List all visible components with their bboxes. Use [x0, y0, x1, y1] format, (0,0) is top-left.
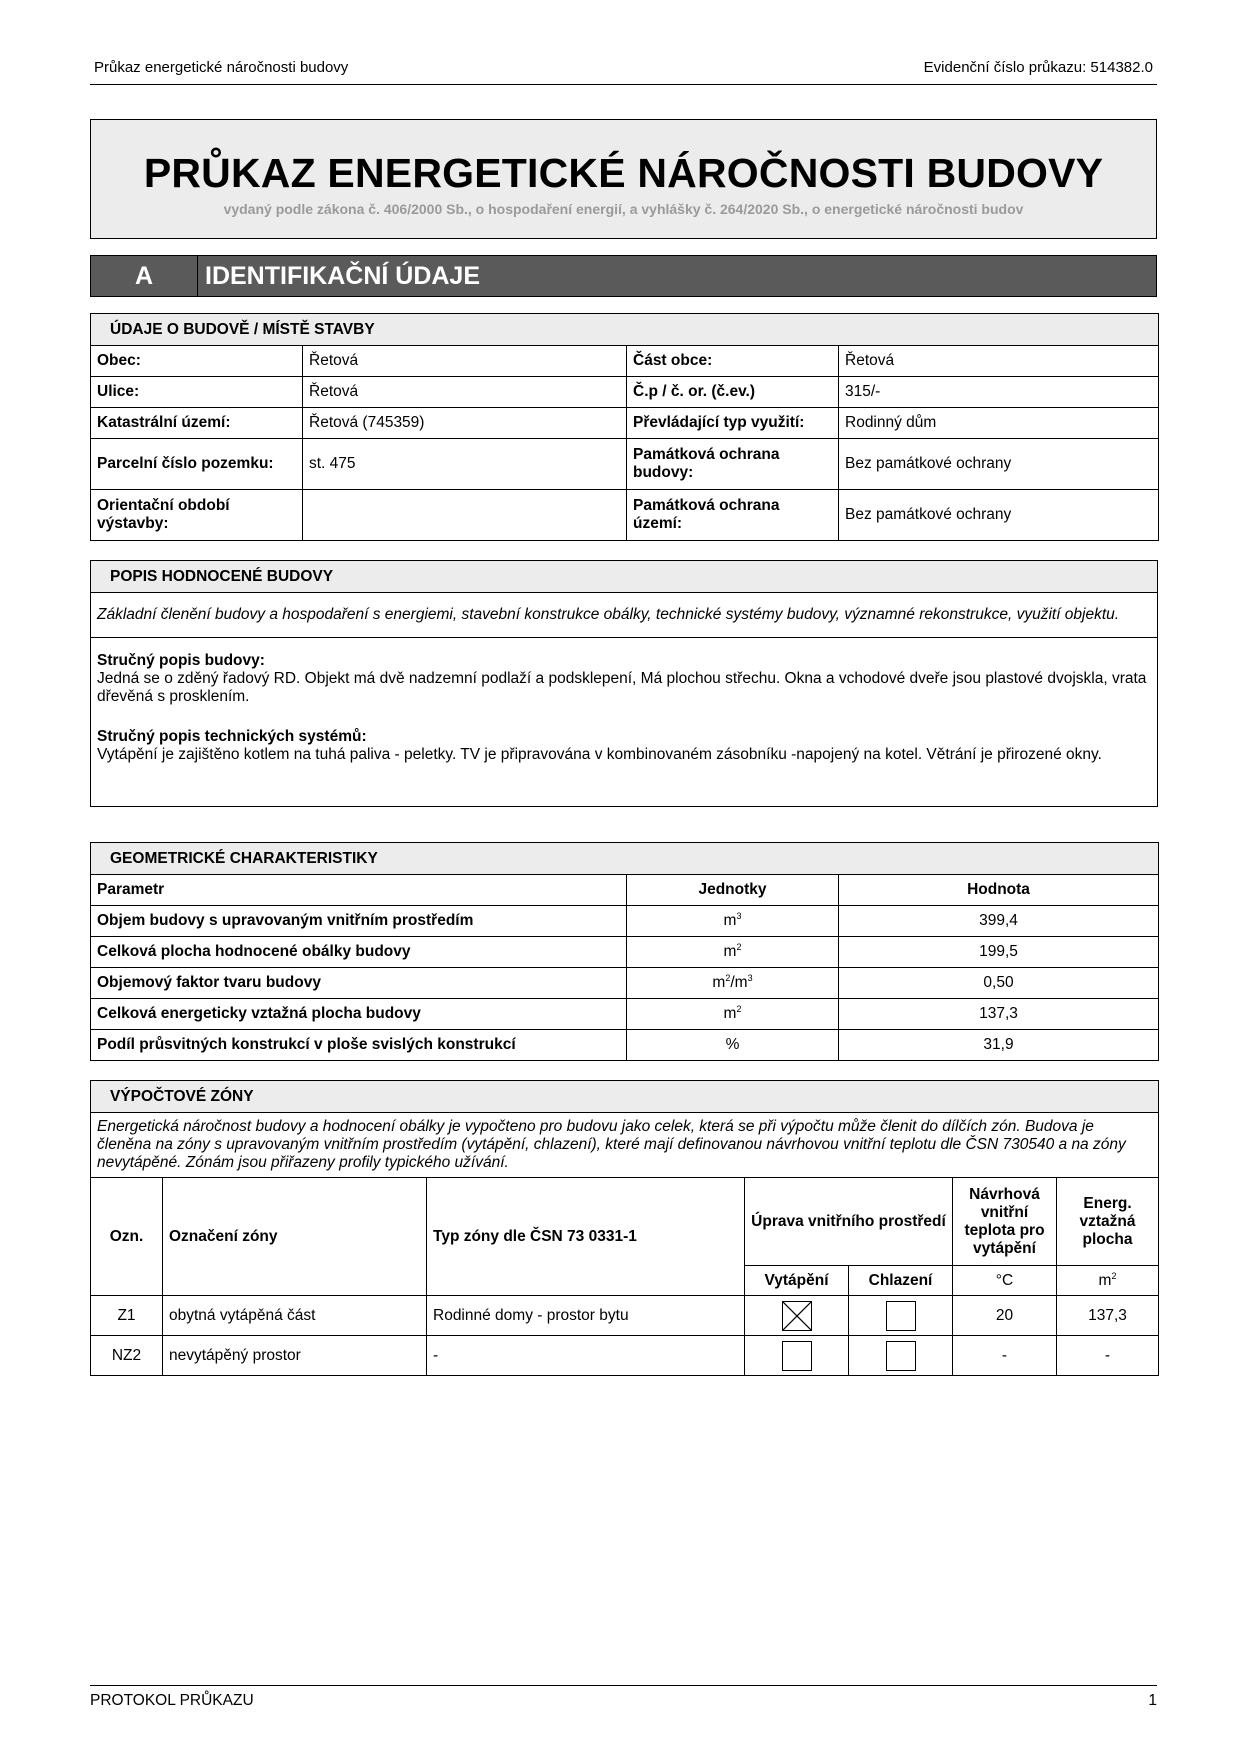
column-header: Vytápění — [745, 1266, 849, 1296]
zone-code: Z1 — [91, 1296, 163, 1336]
section-letter: A — [91, 256, 198, 296]
unit-sup: 3 — [736, 911, 742, 922]
building-text: Jedná se o zděný řadový RD. Objekt má dvě nadzemní podlaží a podsklepení, Má plochou střechu. Okna a vchodové dveře jsou plastové dvojskla, vrata dřevěná s prosklením. — [97, 670, 1147, 705]
zones-caption: VÝPOČTOVÉ ZÓNY — [91, 1081, 1159, 1113]
value-cell: Bez památkové ochrany — [839, 439, 1159, 490]
table-row — [91, 377, 1159, 408]
zone-area: 137,3 — [1057, 1296, 1159, 1336]
unit-sup: 2 — [736, 942, 742, 953]
table-row — [91, 1336, 1159, 1376]
label-cell: Č.p / č. or. (č.ev.) — [627, 377, 839, 408]
geometry-table — [90, 842, 1159, 1061]
unit-sup: 2 — [1111, 1270, 1117, 1281]
label-cell: Část obce: — [627, 346, 839, 377]
description-body — [91, 638, 1158, 807]
value-cell: 137,3 — [839, 999, 1159, 1030]
unit-cell — [627, 968, 839, 999]
section-name: IDENTIFIKAČNÍ ÚDAJE — [205, 262, 481, 290]
table-row — [91, 906, 1159, 937]
footer-label: PROTOKOL PRŮKAZU — [90, 1692, 254, 1709]
value-cell: Řetová — [303, 377, 627, 408]
systems-text: Vytápění je zajištěno kotlem na tuhá paliva - peletky. TV je připravována v kombinovaném zásobníku -napojený na kotel. Větrání je přirozené okny. — [97, 746, 1102, 763]
column-header: Typ zóny dle ČSN 73 0331-1 — [427, 1178, 745, 1296]
cooling-checkbox[interactable] — [886, 1341, 916, 1371]
label-cell: Obec: — [91, 346, 303, 377]
unit-cell — [627, 999, 839, 1030]
unit-cell — [627, 906, 839, 937]
zone-name: obytná vytápěná část — [163, 1296, 427, 1336]
column-header: Chlazení — [849, 1266, 953, 1296]
param-cell: Celková energeticky vztažná plocha budovy — [91, 999, 627, 1030]
heating-checkbox[interactable] — [782, 1341, 812, 1371]
value-cell: Rodinný dům — [839, 408, 1159, 439]
value-cell: 315/- — [839, 377, 1159, 408]
cooling-cell — [849, 1296, 953, 1336]
header-document-title: Průkaz energetické náročnosti budovy — [94, 59, 349, 76]
value-cell: 399,4 — [839, 906, 1159, 937]
zone-code: NZ2 — [91, 1336, 163, 1376]
zone-temp: 20 — [953, 1296, 1057, 1336]
table-row — [91, 346, 1159, 377]
param-cell: Objemový faktor tvaru budovy — [91, 968, 627, 999]
unit-cell: % — [627, 1030, 839, 1061]
column-header: Parametr — [91, 875, 627, 906]
label-cell: Památková ochrana budovy: — [627, 439, 839, 490]
value-cell: st. 475 — [303, 439, 627, 490]
unit-sup: 2 — [725, 973, 731, 984]
page-subtitle: vydaný podle zákona č. 406/2000 Sb., o hospodaření energií, a vyhlášky č. 264/2020 Sb., o energetické náročnosti budov — [223, 201, 1024, 217]
value-cell: 199,5 — [839, 937, 1159, 968]
unit-base: m — [723, 912, 737, 930]
page-footer — [90, 1685, 1157, 1709]
header-certificate-number: Evidenční číslo průkazu: 514382.0 — [923, 59, 1153, 76]
table-header-row — [91, 1178, 1159, 1266]
zone-name: nevytápěný prostor — [163, 1336, 427, 1376]
table-row — [91, 968, 1159, 999]
unit-sup: 2 — [736, 1004, 742, 1015]
value-cell: Řetová — [839, 346, 1159, 377]
unit-base: m — [712, 974, 726, 992]
param-cell: Celková plocha hodnocené obálky budovy — [91, 937, 627, 968]
column-unit: °C — [953, 1266, 1057, 1296]
label-cell: Převládající typ využití: — [627, 408, 839, 439]
label-cell: Ulice: — [91, 377, 303, 408]
zones-intro: Energetická náročnost budovy a hodnocení obálky je vypočteno pro budovu jako celek, která se při výpočtu může členit do dílčích zón. Budova je členěna na zóny s upravovaným vnitřním prostředím (vytápění, chlazení), které mají definovanou návrhovou vnitřní teplotu dle ČSN 730540 a na zóny nevytápěné. Zónám jsou přiřazeny profily typického užívání. — [91, 1113, 1159, 1178]
unit-base: m — [1098, 1272, 1112, 1290]
column-header: Ozn. — [91, 1178, 163, 1296]
building-data-table — [90, 313, 1159, 541]
table-row — [91, 999, 1159, 1030]
unit-tail: /m — [730, 974, 748, 992]
label-cell: Orientační období výstavby: — [91, 490, 303, 541]
table-row — [91, 937, 1159, 968]
description-table — [90, 560, 1158, 807]
label-cell: Památková ochrana území: — [627, 490, 839, 541]
value-cell: 0,50 — [839, 968, 1159, 999]
description-intro: Základní členění budovy a hospodaření s energiemi, stavební konstrukce obálky, technické systémy budovy, významné rekonstrukce, využití objektu. — [91, 593, 1158, 638]
building-heading: Stručný popis budovy: — [97, 652, 265, 669]
column-header: Jednotky — [627, 875, 839, 906]
table-header-row — [91, 875, 1159, 906]
table-row — [91, 1030, 1159, 1061]
zones-table — [90, 1080, 1159, 1376]
page-title: PRŮKAZ ENERGETICKÉ NÁROČNOSTI BUDOVY — [143, 150, 1104, 196]
unit-cell — [627, 937, 839, 968]
unit-tail-sup: 3 — [747, 973, 753, 984]
zone-type: - — [427, 1336, 745, 1376]
column-header: Označení zóny — [163, 1178, 427, 1296]
table-row — [91, 490, 1159, 541]
value-cell — [303, 490, 627, 541]
column-unit — [1057, 1266, 1159, 1296]
value-cell: Řetová — [303, 346, 627, 377]
value-cell: 31,9 — [839, 1030, 1159, 1061]
heating-cell — [745, 1336, 849, 1376]
systems-heading: Stručný popis technických systémů: — [97, 728, 367, 745]
geometry-caption: GEOMETRICKÉ CHARAKTERISTIKY — [91, 843, 1159, 875]
check-x-icon — [783, 1302, 811, 1330]
cooling-checkbox[interactable] — [886, 1301, 916, 1331]
unit-base: m — [723, 1005, 737, 1023]
param-cell: Objem budovy s upravovaným vnitřním prostředím — [91, 906, 627, 937]
label-cell: Parcelní číslo pozemku: — [91, 439, 303, 490]
table-row — [91, 408, 1159, 439]
table-row — [91, 1296, 1159, 1336]
page-number: 1 — [1148, 1692, 1157, 1709]
page-header — [90, 58, 1157, 85]
section-a-header — [90, 255, 1157, 297]
description-caption: POPIS HODNOCENÉ BUDOVY — [91, 561, 1158, 593]
param-cell: Podíl průsvitných konstrukcí v ploše svislých konstrukcí — [91, 1030, 627, 1061]
heating-cell — [745, 1296, 849, 1336]
cooling-cell — [849, 1336, 953, 1376]
value-cell: Řetová (745359) — [303, 408, 627, 439]
column-header: Návrhová vnitřní teplota pro vytápění — [953, 1178, 1057, 1266]
unit-base: m — [723, 943, 737, 961]
column-header: Hodnota — [839, 875, 1159, 906]
column-header: Energ. vztažná plocha — [1057, 1178, 1159, 1266]
building-data-caption: ÚDAJE O BUDOVĚ / MÍSTĚ STAVBY — [91, 314, 1159, 346]
label-cell: Katastrální území: — [91, 408, 303, 439]
value-cell: Bez památkové ochrany — [839, 490, 1159, 541]
table-row — [91, 439, 1159, 490]
zone-temp: - — [953, 1336, 1057, 1376]
column-header: Úprava vnitřního prostředí — [745, 1178, 953, 1266]
zone-type: Rodinné domy - prostor bytu — [427, 1296, 745, 1336]
zone-area: - — [1057, 1336, 1159, 1376]
title-box — [90, 119, 1157, 239]
heating-checkbox[interactable] — [782, 1301, 812, 1331]
